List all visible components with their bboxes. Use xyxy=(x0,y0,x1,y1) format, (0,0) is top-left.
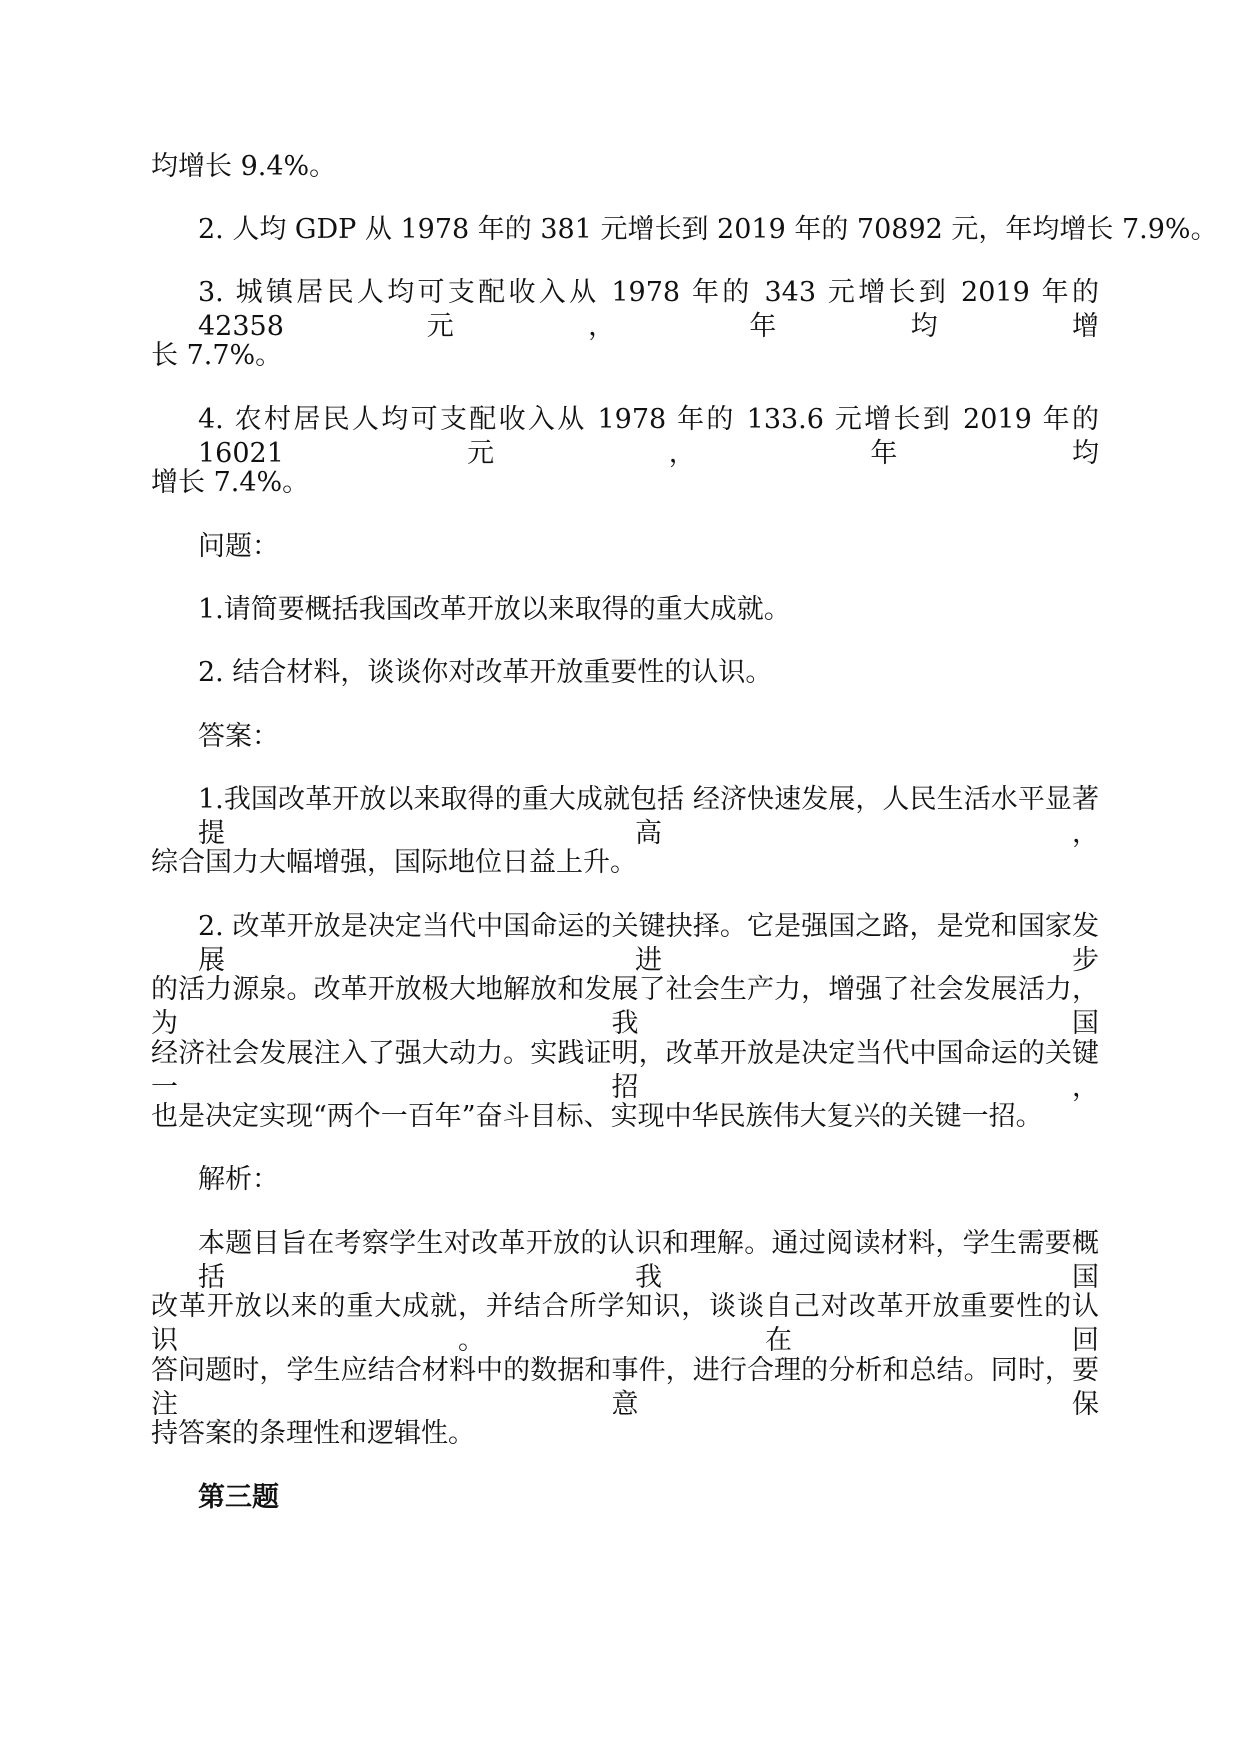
paragraph-line: 长 7.7%。 xyxy=(151,340,283,371)
paragraph-line: 3. 城镇居民人均可支配收入从 1978 年的 343 元增长到 2019 年的 42358 元，年均增 xyxy=(198,277,1099,342)
paragraph-line: 2. 人均 GDP 从 1978 年的 381 元增长到 2019 年的 70892 元，年均增长 7.9%。 xyxy=(198,214,1218,245)
answer-line: 2. 改革开放是决定当代中国命运的关键抉择。它是强国之路，是党和国家发展进步 xyxy=(198,911,1099,976)
answer-line: 经济社会发展注入了强大动力。实践证明，改革开放是决定当代中国命运的关键一招， xyxy=(151,1038,1099,1103)
section-label: 答案： xyxy=(198,721,279,752)
answer-line: 综合国力大幅增强，国际地位日益上升。 xyxy=(151,847,637,878)
analysis-line: 答问题时，学生应结合材料中的数据和事件，进行合理的分析和总结。同时，要注意保 xyxy=(151,1355,1099,1420)
paragraph-line: 4. 农村居民人均可支配收入从 1978 年的 133.6 元增长到 2019 年的 16021 元，年均 xyxy=(198,404,1099,469)
analysis-line: 持答案的条理性和逻辑性。 xyxy=(151,1418,475,1449)
question-item: 2. 结合材料，谈谈你对改革开放重要性的认识。 xyxy=(198,657,773,688)
paragraph-line: 均增长 9.4%。 xyxy=(151,151,337,182)
answer-line: 的活力源泉。改革开放极大地解放和发展了社会生产力，增强了社会发展活力，为我国 xyxy=(151,974,1099,1039)
section-label: 解析： xyxy=(198,1164,279,1195)
analysis-line: 本题目旨在考察学生对改革开放的认识和理解。通过阅读材料，学生需要概括我国 xyxy=(198,1228,1099,1293)
section-label: 问题： xyxy=(198,531,279,562)
analysis-line: 改革开放以来的重大成就，并结合所学知识，谈谈自己对改革开放重要性的认识。在回 xyxy=(151,1291,1099,1356)
answer-line: 也是决定实现“两个一百年”奋斗目标、实现中华民族伟大复兴的关键一招。 xyxy=(151,1101,1043,1132)
section-heading: 第三题 xyxy=(198,1482,279,1513)
paragraph-line: 增长 7.4%。 xyxy=(151,467,310,498)
question-item: 1.请简要概括我国改革开放以来取得的重大成就。 xyxy=(198,594,791,625)
answer-line: 1.我国改革开放以来取得的重大成就包括 经济快速发展，人民生活水平显著提高， xyxy=(198,784,1099,849)
